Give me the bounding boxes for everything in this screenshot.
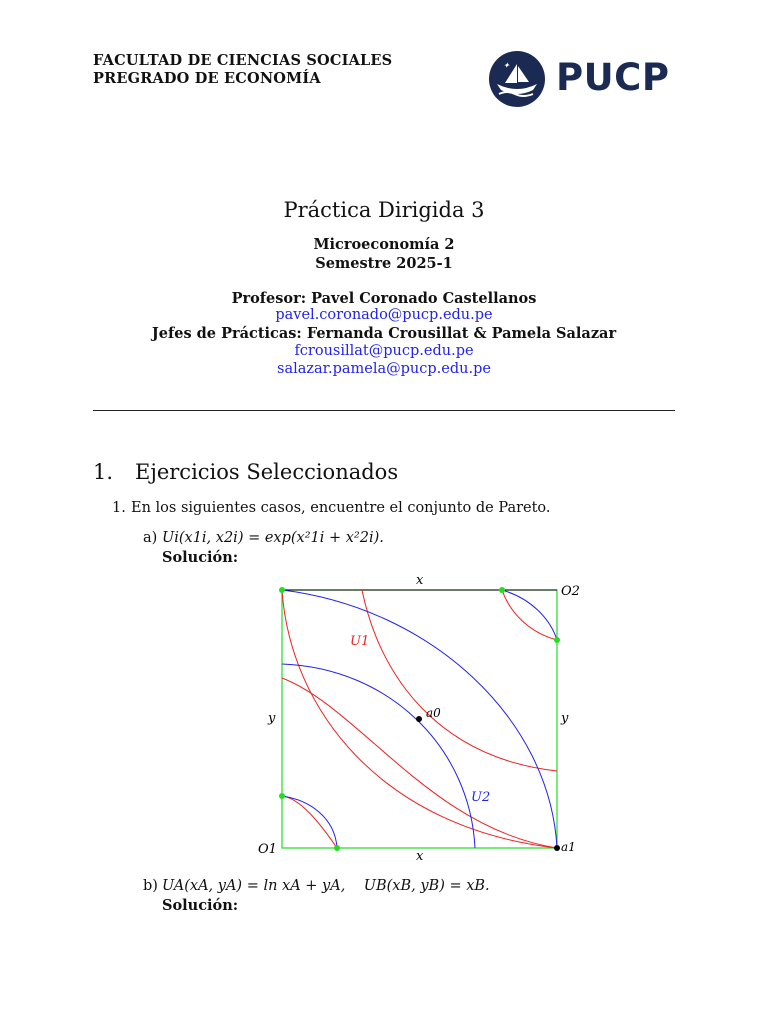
blue-curve-corner	[502, 590, 557, 640]
point-a0	[416, 716, 422, 722]
red-curve-u1	[362, 590, 557, 771]
blue-curve-u2	[282, 664, 475, 848]
solution-label-a: Solución:	[162, 549, 239, 566]
edgeworth-box-figure	[250, 568, 590, 866]
label-o1: O1	[258, 842, 277, 857]
point-top-left	[279, 587, 285, 593]
faculty-name: FACULTAD DE CIENCIAS SOCIALES	[93, 52, 393, 69]
point-right	[554, 637, 560, 643]
label-a1: a1	[561, 840, 576, 854]
label-u2: U2	[471, 790, 491, 805]
semester: Semestre 2025-1	[315, 255, 453, 272]
document-title: Práctica Dirigida 3	[283, 198, 485, 222]
part-b-formula: UA(xA, yA) = ln xA + yA, UB(xB, yB) = xB.	[162, 878, 490, 894]
ta-email-link-1[interactable]: fcrousillat@pucp.edu.pe	[294, 343, 474, 359]
exercise-text: En los siguientes casos, encuentre el conjunto de Pareto.	[131, 500, 551, 516]
label-top-x: x	[416, 573, 424, 588]
red-curve-corner	[502, 590, 557, 640]
solution-label-b: Solución:	[162, 897, 239, 914]
point-left	[279, 793, 285, 799]
section-title: Ejercicios Seleccionados	[135, 460, 399, 484]
label-left-y: y	[268, 711, 276, 726]
ta-email-link-2[interactable]: salazar.pamela@pucp.edu.pe	[277, 361, 491, 377]
point-a1	[554, 845, 560, 851]
svg-text:✦: ✦	[503, 61, 510, 70]
label-right-y: y	[561, 711, 569, 726]
divider	[93, 410, 675, 411]
section-number: 1.	[93, 460, 114, 484]
section-heading	[93, 460, 398, 484]
label-a0: a0	[426, 706, 441, 720]
label-u1: U1	[350, 634, 370, 649]
course-name: Microeconomía 2	[313, 236, 455, 253]
point-top	[499, 587, 505, 593]
blue-curve-corner-low	[282, 796, 337, 848]
part-a-label: a)	[143, 530, 158, 546]
label-bottom-x: x	[416, 849, 424, 864]
part-b-label: b)	[143, 878, 158, 894]
professor-email-link[interactable]: pavel.coronado@pucp.edu.pe	[275, 307, 493, 323]
label-o2: O2	[561, 584, 580, 599]
exercise-number: 1.	[112, 500, 126, 516]
point-bottom	[334, 845, 340, 851]
program-name: PREGRADO DE ECONOMÍA	[93, 70, 321, 87]
pucp-logo-text: PUCP	[556, 56, 670, 99]
red-curve-corner-low	[282, 796, 337, 848]
faculty-header	[93, 52, 392, 88]
teaching-assistants-line: Jefes de Prácticas: Fernanda Crousillat & Pamela Salazar	[151, 325, 617, 342]
part-a-formula: Ui(x1i, x2i) = exp(x²1i + x²2i).	[162, 530, 384, 546]
professor-line: Profesor: Pavel Coronado Castellanos	[231, 290, 537, 307]
